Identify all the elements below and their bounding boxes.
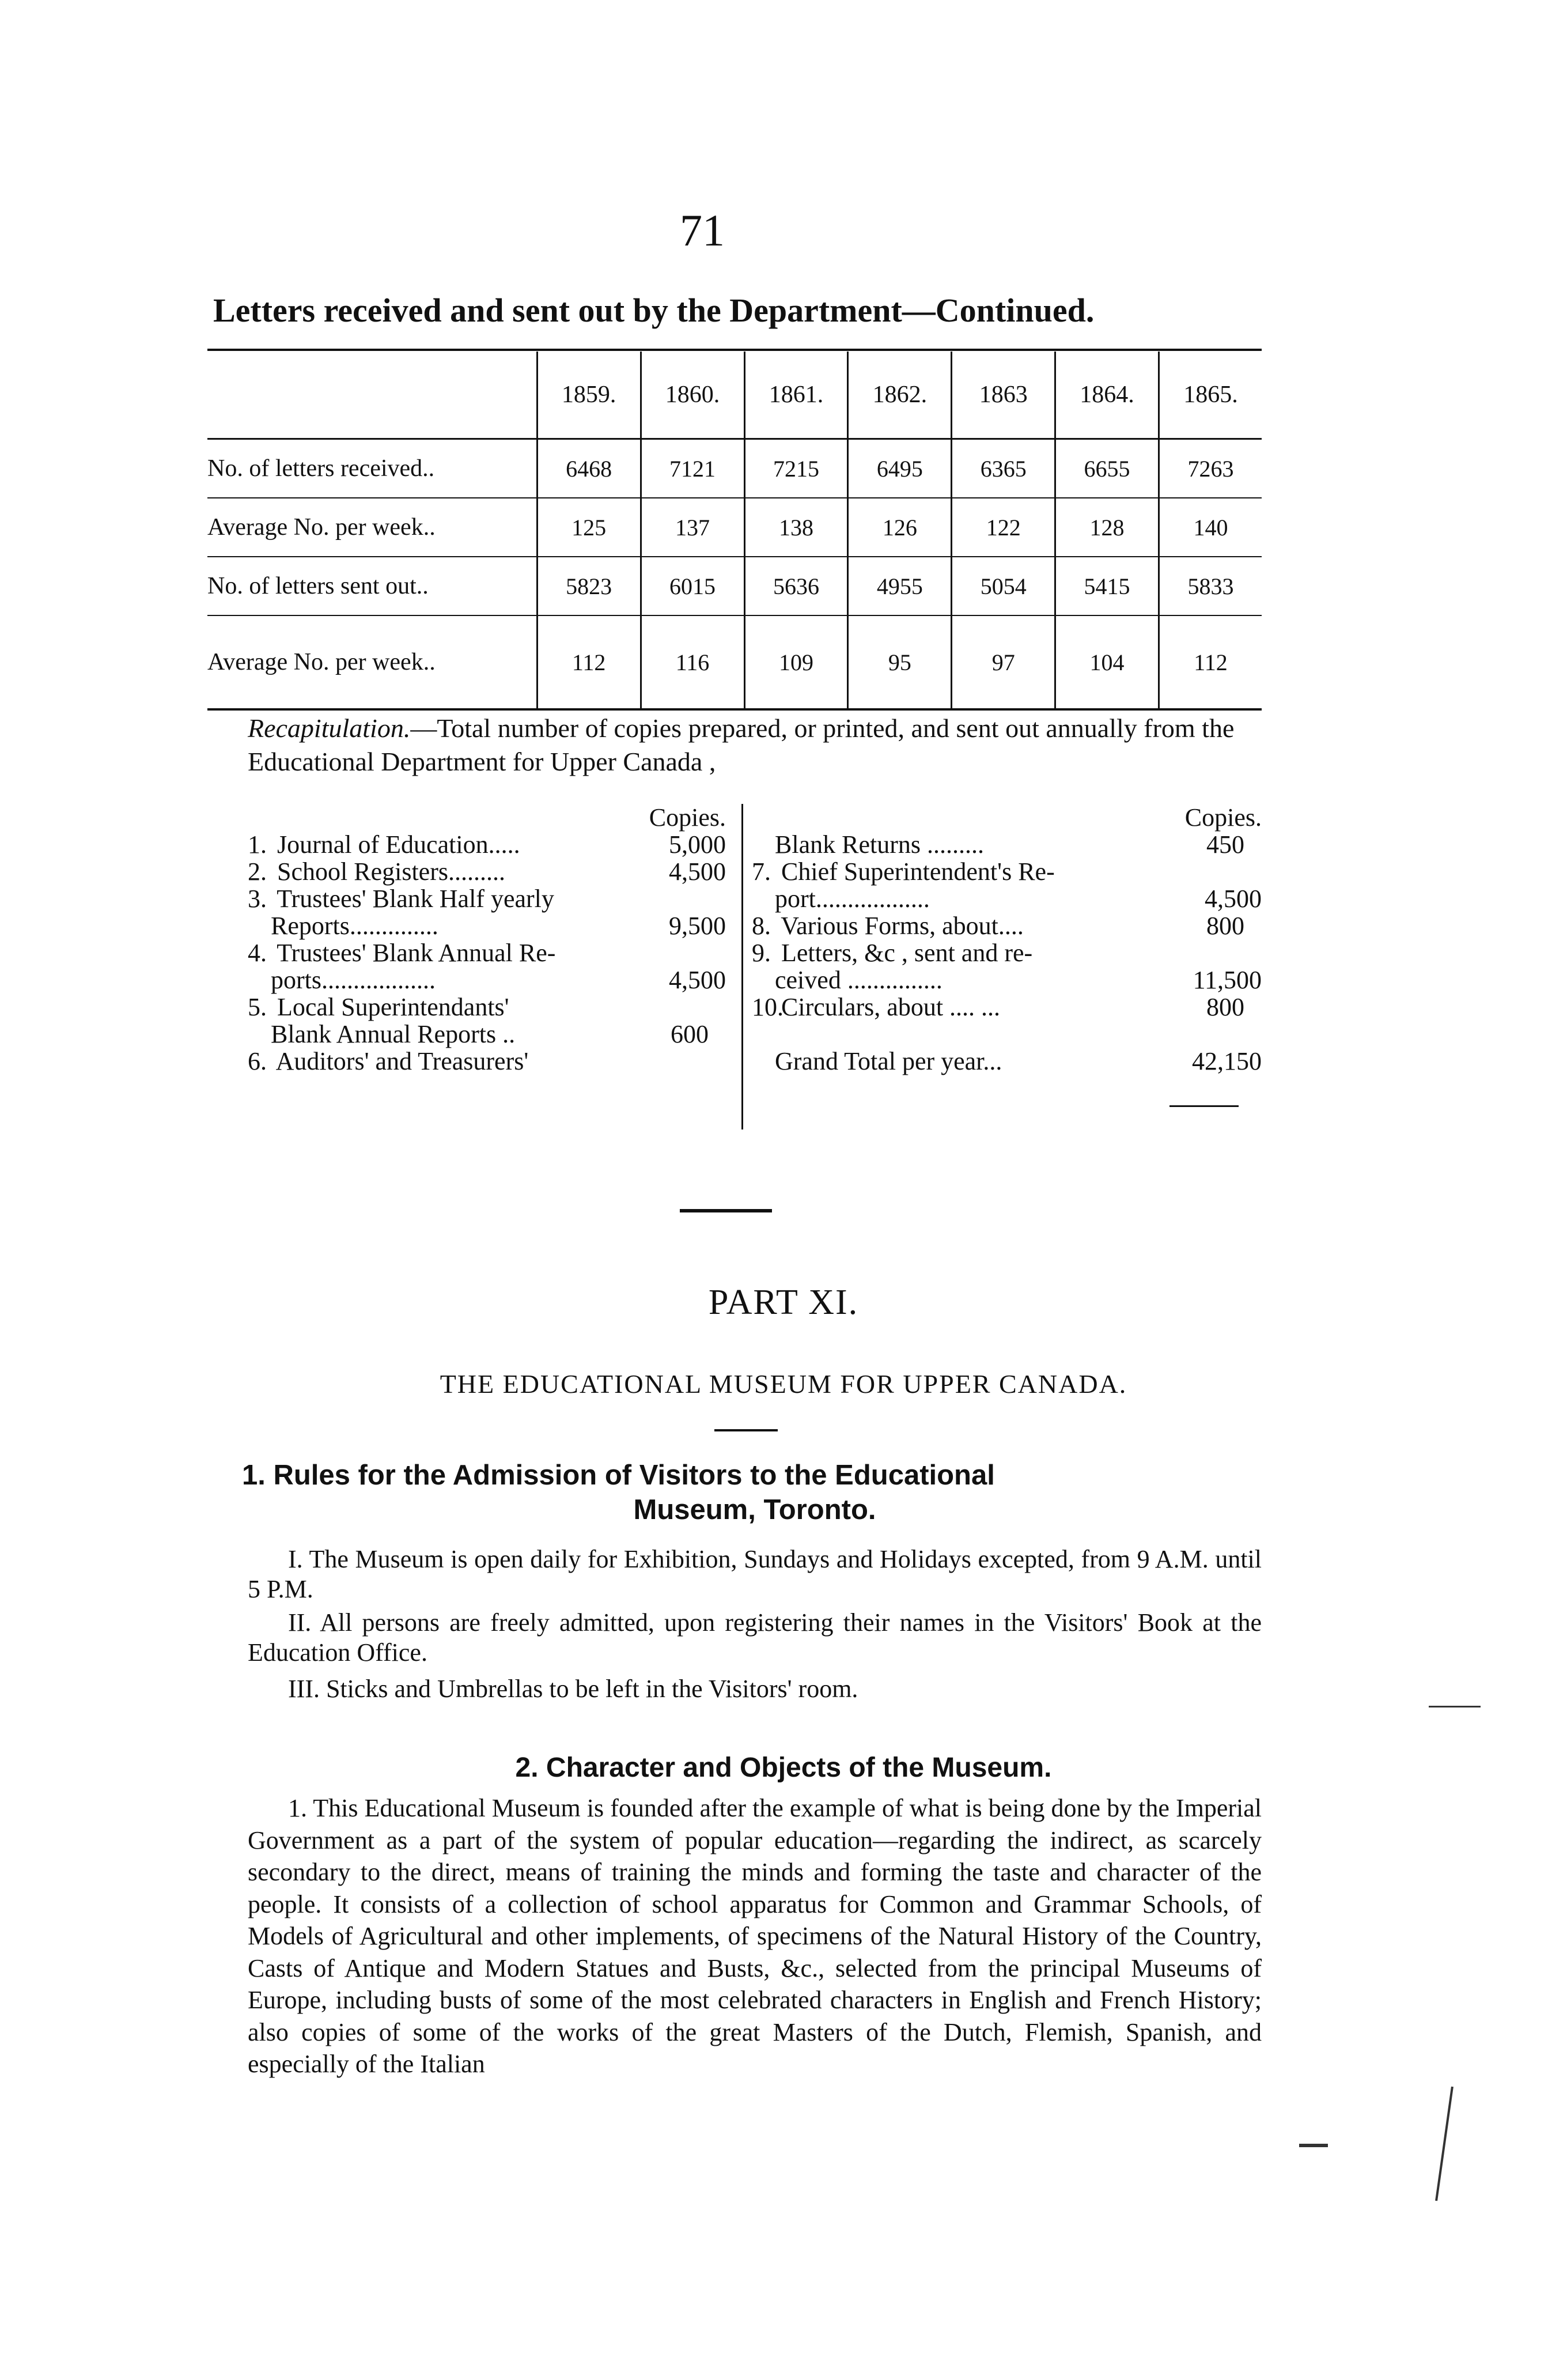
table-cell: 5054 [952,557,1055,615]
list-item [752,912,1262,939]
item-value: 800 [1206,993,1244,1021]
page-number: 71 [680,205,725,255]
table-cell: 5415 [1055,557,1159,615]
table-cell: 104 [1055,615,1159,709]
table-cell: 6655 [1055,439,1159,498]
list-item [248,858,726,885]
table-cell: 7263 [1159,439,1262,498]
table-cell: 112 [1159,615,1262,709]
list-item [248,885,726,912]
list-item [752,993,1262,1021]
table-cell: 6495 [848,439,952,498]
table-cell: 7215 [744,439,848,498]
year-header: 1860. [641,352,744,439]
table-cell: 5833 [1159,557,1262,615]
rule-paragraph: II. All persons are freely admitted, upon registering their names in the Visitors' Book at the Education Office. [248,1608,1262,1667]
copies-list-right [752,804,1262,1075]
item-number: 6. [248,1047,267,1075]
item-number: 8. [752,912,771,940]
list-item [248,912,726,939]
list-item [248,993,726,1021]
table-cell: 140 [1159,498,1262,557]
character-heading: 2. Character and Objects of the Museum. [515,1752,1052,1783]
item-label: Journal of Education..... [277,830,520,859]
year-header: 1859. [537,352,641,439]
table-cell: 7121 [641,439,744,498]
character-paragraph: 1. This Educational Museum is founded after the example of what is being done by the Imperial Government as a part of the system of popular education—regarding the indirect, as scarcely secondary to the direct, means of training the minds and forming the taste and character of the people. It consists of a collection of school apparatus for Common and Grammar Schools, of Models of Agricultural and other implements, of specimens of the Natural History of the Country, Casts of Antique and Modern Statues and Busts, &c., selected from the principal Museums of Europe, including busts of some of the most celebrated characters in English and French History; also copies of some of the works of the great Masters of the Dutch, Flemish, Spanish, and especially of the Italian [248,1794,1262,2078]
copies-list-left [248,804,726,1075]
item-label: Blank Returns ......... [775,830,984,859]
table-row [207,557,1262,615]
item-label: School Registers......... [277,857,505,886]
item-value: 4,500 [669,857,726,886]
table-cell: 6365 [952,439,1055,498]
margin-mark [1299,2144,1328,2147]
item-label: Letters, &c , sent and re- [781,939,1033,967]
item-label: Chief Superintendent's Re- [781,857,1055,886]
table-cell: 109 [744,615,848,709]
table-cell: 116 [641,615,744,709]
item-label: Blank Annual Reports .. [271,1020,516,1048]
year-header: 1863 [952,352,1055,439]
table-cell: 97 [952,615,1055,709]
header-blank [207,352,537,439]
list-item [752,858,1262,885]
table-cell: 126 [848,498,952,557]
table-title: Letters received and sent out by the Department—Continued. [213,292,1095,329]
item-value: 11,500 [1193,966,1262,994]
recapitulation-paragraph [248,712,1262,779]
table-row [207,439,1262,498]
table-cell: 95 [848,615,952,709]
item-value: 4,500 [1205,885,1262,913]
year-header-row [207,352,1262,439]
year-header: 1864. [1055,352,1159,439]
item-number: 10. [752,993,783,1021]
year-header: 1865. [1159,352,1262,439]
item-value: 9,500 [669,912,726,940]
item-label: Various Forms, about.... [781,912,1024,940]
copies-column-header: Copies. [1184,803,1262,832]
grand-total-label: Grand Total per year... [775,1047,1002,1075]
table-cell: 125 [537,498,641,557]
item-label: ceived ............... [775,966,943,994]
rule-paragraph: III. Sticks and Umbrellas to be left in the Visitors' room. [288,1675,858,1703]
list-item [248,831,726,858]
rule-paragraph: I. The Museum is open daily for Exhibition, Sundays and Holidays excepted, from 9 A.M. until 5 P.M. [248,1545,1262,1603]
item-number: 5. [248,993,267,1021]
rules-heading [242,1458,1267,1527]
item-label: Auditors' and Treasurers' [275,1047,529,1075]
item-value: 600 [671,1020,709,1048]
table-cell: 6015 [641,557,744,615]
table-cell: 128 [1055,498,1159,557]
item-label: Trustees' Blank Half yearly [277,885,554,913]
list-item [248,1048,726,1075]
rules-heading-line: Museum, Toronto. [633,1494,876,1525]
list-item [752,966,1262,993]
margin-mark [1435,2087,1454,2201]
margin-mark [1429,1706,1481,1707]
table-row [207,498,1262,557]
part-heading: PART XI. [708,1283,859,1322]
heading-divider [714,1429,778,1431]
table-cell: 138 [744,498,848,557]
item-value: 450 [1206,830,1244,859]
item-label: ports.................. [271,966,436,994]
table-cell: 4955 [848,557,952,615]
table-cell: 112 [537,615,641,709]
table-cell: 6468 [537,439,641,498]
letters-table [207,352,1262,711]
grand-total-value: 42,150 [1192,1047,1262,1075]
item-label: Reports.............. [271,912,438,940]
list-item [248,1021,726,1048]
row-label: No. of letters received.. [207,439,537,498]
item-label: Circulars, about .... ... [781,993,1001,1021]
table-cell: 122 [952,498,1055,557]
table-row [207,615,1262,709]
recapitulation-text: —Total number of copies prepared, or printed, and sent out annually from the Educational Department for Upper Canada , [248,713,1235,776]
item-value: 5,000 [669,830,726,859]
item-number: 4. [248,939,267,967]
item-number: 3. [248,885,267,913]
list-item [248,966,726,993]
item-label: port.................. [775,885,930,913]
list-item [752,939,1262,966]
year-header: 1862. [848,352,952,439]
list-item [752,831,1262,858]
item-value: 800 [1206,912,1244,940]
row-label: No. of letters sent out.. [207,557,537,615]
row-label: Average No. per week.. [207,498,537,557]
recapitulation-lead: Recapitulation. [248,713,411,743]
grand-total [752,1048,1262,1075]
item-number: 2. [248,857,267,886]
list-item [752,885,1262,912]
copies-column-header: Copies. [649,803,726,832]
item-number: 1. [248,830,267,859]
table-top-rule [207,349,1262,351]
table-cell: 5823 [537,557,641,615]
table-cell: 5636 [744,557,848,615]
item-number: 7. [752,857,771,886]
row-label: Average No. per week.. [207,615,537,709]
rules-heading-line: 1. Rules for the Admission of Visitors to the Educational [242,1460,995,1491]
museum-heading: THE EDUCATIONAL MUSEUM FOR UPPER CANADA. [440,1369,1127,1399]
total-rule [1169,1105,1239,1107]
item-label: Local Superintendants' [277,993,509,1021]
item-number: 9. [752,939,771,967]
section-divider [680,1209,772,1212]
table-cell: 137 [641,498,744,557]
year-header: 1861. [744,352,848,439]
item-value: 4,500 [669,966,726,994]
item-label: Trustees' Blank Annual Re- [277,939,556,967]
column-divider [741,804,743,1129]
list-item [248,939,726,966]
